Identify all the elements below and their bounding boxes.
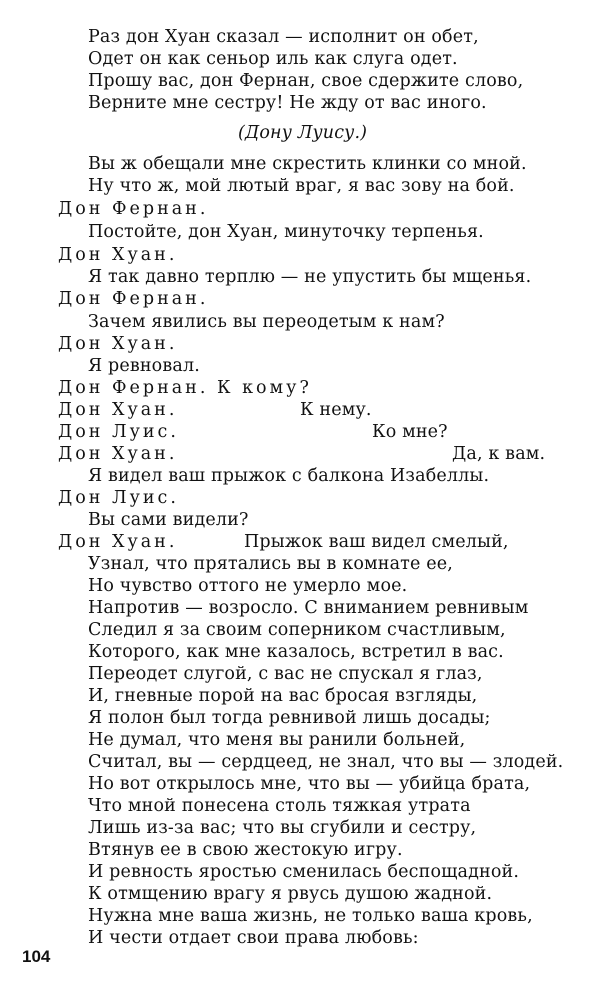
verse-line: Ну что ж, мой лютый враг, я вас зову на бой. xyxy=(88,176,515,196)
verse-line: Ко мне? xyxy=(372,422,448,442)
verse-line: Следил я за своим соперником счастливым, xyxy=(88,620,506,640)
verse-line: Вы ж обещали мне скрестить клинки со мной. xyxy=(88,154,527,174)
verse-line: Которого, как мне казалось, встретил в вас. xyxy=(88,642,504,662)
verse-line: Считал, вы — сердцеед, не знал, что вы — злодей. xyxy=(88,752,564,772)
verse-line: Лишь из-за вас; что вы сгубили и сестру, xyxy=(88,818,477,838)
verse-line: Но чувство оттого не умерло мое. xyxy=(88,576,408,596)
verse-line: И, гневные порой на вас бросая взгляды, xyxy=(88,686,478,706)
verse-line: Узнал, что прятались вы в комнате ее, xyxy=(88,554,453,574)
verse-line: Но вот открылось мне, что вы — убийца брата, xyxy=(88,774,531,794)
page-number: 104 xyxy=(22,947,51,966)
verse-line: К отмщению врагу я рвусь душою жадной. xyxy=(88,884,493,904)
speaker-name: Дон Фернан. xyxy=(58,289,209,309)
verse-line: Прыжок ваш видел смелый, xyxy=(244,532,509,552)
speaker-name: Дон Луис. xyxy=(58,422,179,442)
verse-line: Раз дон Хуан сказал — исполнит он обет, xyxy=(88,27,479,47)
verse-line: Зачем явились вы переодетым к нам? xyxy=(88,312,445,332)
speaker-name: Дон Фернан. К кому? xyxy=(58,378,312,398)
speaker-name: Дон Хуан. xyxy=(58,532,178,552)
verse-line: Нужна мне ваша жизнь, не только ваша кровь, xyxy=(88,906,533,926)
speaker-name: Дон Луис. xyxy=(58,488,179,508)
speaker-name: Дон Фернан. xyxy=(58,199,209,219)
verse-line: Да, к вам. xyxy=(452,444,546,464)
verse-line: Что мной понесена столь тяжкая утрата xyxy=(88,796,471,816)
verse-line: Верните мне сестру! Не жду от вас иного. xyxy=(88,93,487,113)
stage-direction: (Дону Луису.) xyxy=(238,123,368,143)
verse-line: Я так давно терплю — не упустить бы мщенья. xyxy=(88,267,532,287)
verse-line: Одет он как сеньор иль как слуга одет. xyxy=(88,49,458,69)
verse-line: Постойте, дон Хуан, минуточку терпенья. xyxy=(88,222,484,242)
verse-line: И ревность яростью сменилась беспощадной. xyxy=(88,862,520,882)
verse-line: Вы сами видели? xyxy=(88,510,249,530)
verse-line: Я полон был тогда ревнивой лишь досады; xyxy=(88,708,491,728)
verse-line: Я ревновал. xyxy=(88,356,200,376)
verse-line: И чести отдает свои права любовь: xyxy=(88,928,419,948)
speaker-name: Дон Хуан. xyxy=(58,444,178,464)
verse-line: Втянув ее в свою жестокую игру. xyxy=(88,840,403,860)
verse-line: Не думал, что меня вы ранили больней, xyxy=(88,730,466,750)
verse-line: Переодет слугой, с вас не спускал я глаз, xyxy=(88,664,483,684)
speaker-name: Дон Хуан. xyxy=(58,400,178,420)
speaker-name: Дон Хуан. xyxy=(58,334,178,354)
verse-line: К нему. xyxy=(300,400,372,420)
verse-line: Напротив — возросло. С вниманием ревнивым xyxy=(88,598,529,618)
verse-line: Прошу вас, дон Фернан, свое сдержите слово, xyxy=(88,71,524,91)
verse-line: Я видел ваш прыжок с балкона Изабеллы. xyxy=(88,466,490,486)
speaker-name: Дон Хуан. xyxy=(58,245,178,265)
